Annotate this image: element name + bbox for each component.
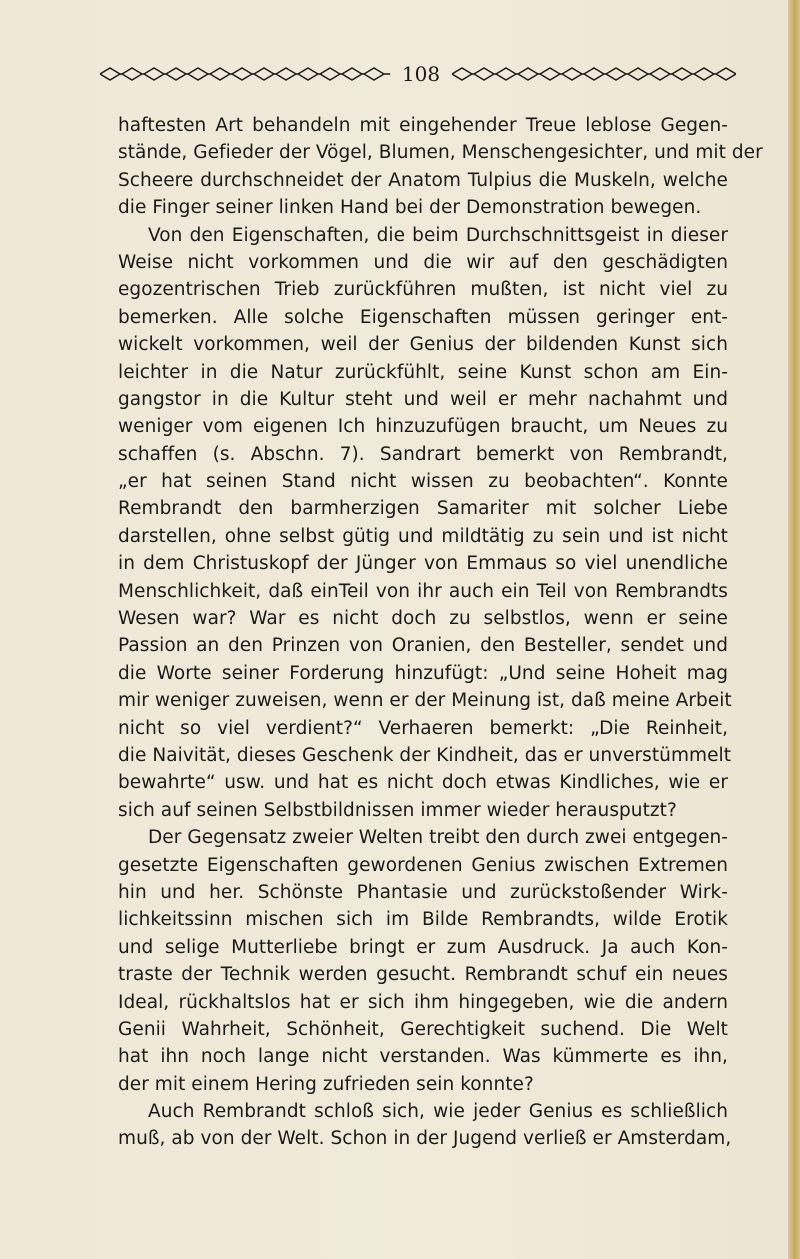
text-line: Weise nicht vorkommen und die wir auf den geschädigten	[118, 251, 728, 273]
text-line: Von den Eigenschaften, die beim Durchschnittsgeist in dieser	[148, 224, 728, 246]
text-line: darstellen, ohne selbst gütig und mildtätig zu sein und ist nicht	[118, 525, 728, 547]
text-line: Wesen war? War es nicht doch zu selbstlos, wenn er seine	[118, 608, 728, 630]
page-edge	[788, 0, 800, 1259]
text-line: lichkeitssinn mischen sich im Bilde Rembrandts, wilde Erotik	[118, 909, 728, 931]
text-line: Scheere durchschneidet der Anatom Tulpius die Muskeln, welche	[118, 169, 728, 191]
text-line: hat ihn noch lange nicht verstanden. Was kümmerte es ihn,	[118, 1046, 728, 1068]
text-line: traste der Technik werden gesucht. Rembrandt schuf ein neues	[118, 964, 728, 986]
text-line: haftesten Art behandeln mit eingehender Treue leblose Gegen-	[118, 115, 728, 136]
page-number: 108	[401, 62, 441, 86]
text-line: gangstor in die Kultur steht und weil er mehr nachahmt und	[118, 388, 728, 410]
right-ornament-icon	[452, 67, 736, 81]
text-line: Menschlichkeit, daß einTeil von ihr auch ein Teil von Rembrandts	[118, 580, 728, 602]
text-line: nicht so viel verdient?“ Verhaeren bemerkt: „Die Reinheit,	[118, 717, 728, 739]
text-line: gesetzte Eigenschaften gewordenen Genius zwischen Extremen	[118, 854, 728, 876]
text-line: mir weniger zuweisen, wenn er der Meinung ist, daß meine Arbeit	[118, 690, 732, 712]
text-line: Der Gegensatz zweier Welten treibt den durch zwei entgegen-	[148, 827, 728, 849]
text-line: Genii Wahrheit, Schönheit, Gerechtigkeit suchend. Die Welt	[118, 1018, 728, 1040]
text-line: hin und her. Schönste Phantasie und zurückstoßender Wirk-	[118, 881, 728, 903]
left-ornament-icon	[100, 67, 390, 81]
text-line: die Worte seiner Forderung hinzufügt: „Und seine Hoheit mag	[118, 662, 728, 684]
text-line: „er hat seinen Stand nicht wissen zu beobachten“. Konnte	[118, 471, 728, 493]
text-line: Rembrandt den barmherzigen Samariter mit solcher Liebe	[118, 498, 728, 520]
text-line: weniger vom eigenen Ich hinzuzufügen braucht, um Neues zu	[118, 416, 728, 438]
text-line: die Finger seiner linken Hand bei der Demonstration bewegen.	[118, 197, 702, 219]
text-line: bemerken. Alle solche Eigenschaften müssen geringer ent-	[118, 306, 728, 328]
text-line: muß, ab von der Welt. Schon in der Jugend verließ er Amsterdam,	[118, 1128, 732, 1150]
text-line: Auch Rembrandt schloß sich, wie jeder Genius es schließlich	[148, 1101, 728, 1123]
text-line: egozentrischen Trieb zurückführen mußten, ist nicht viel zu	[118, 279, 728, 301]
text-line: stände, Gefieder der Vögel, Blumen, Menschengesichter, und mit der	[118, 142, 763, 164]
text-line: in dem Christuskopf der Jünger von Emmaus so viel unendliche	[118, 553, 728, 575]
page-header	[112, 60, 724, 88]
text-line: leichter in die Natur zurückfühlt, seine Kunst schon am Ein-	[118, 361, 728, 383]
text-line: schaffen (s. Abschn. 7). Sandrart bemerkt von Rembrandt,	[118, 443, 728, 465]
text-line: die Naivität, dieses Geschenk der Kindheit, das er unverstümmelt	[118, 744, 732, 766]
text-line: sich auf seinen Selbstbildnissen immer wieder herausputzt?	[118, 799, 677, 821]
text-line: der mit einem Hering zufrieden sein konnte?	[118, 1073, 534, 1095]
text-line: bewahrte“ usw. und hat es nicht doch etwas Kindliches, wie er	[118, 772, 728, 794]
text-line: Passion an den Prinzen von Oranien, den Besteller, sendet und	[118, 635, 728, 657]
text-line: und selige Mutterliebe bringt er zum Ausdruck. Ja auch Kon-	[118, 936, 728, 958]
text-line: wickelt vorkommen, weil der Genius der bildenden Kunst sich	[118, 334, 728, 356]
text-line: Ideal, rückhaltslos hat er sich ihm hingegeben, wie die andern	[118, 991, 728, 1013]
body-text	[118, 112, 763, 1153]
